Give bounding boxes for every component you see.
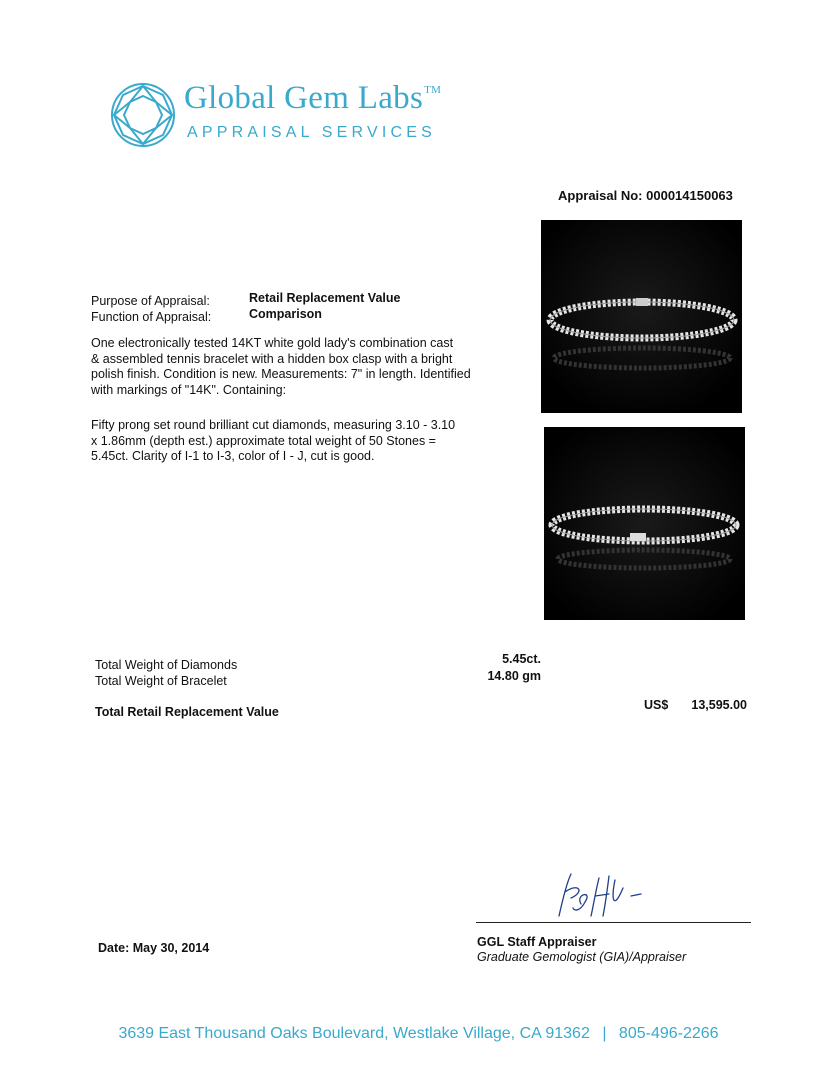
appraisal-date: Date: May 30, 2014 (98, 941, 210, 955)
appraiser-name: GGL Staff Appraiser (477, 935, 597, 949)
footer-contact (0, 1025, 837, 1043)
footer-address: 3639 East Thousand Oaks Boulevard, Westlake Village, CA 91362 (118, 1025, 590, 1042)
currency-label: US$ (644, 698, 669, 712)
function-value: Comparison (249, 307, 322, 321)
stones-line: Fifty prong set round brilliant cut diamonds, measuring 3.10 - 3.10 (91, 418, 456, 432)
description-line: & assembled tennis bracelet with a hidden box clasp with a bright (91, 351, 453, 366)
retail-value-label: Total Retail Replacement Value (95, 705, 279, 719)
appraisal-number: Appraisal No: 000014150063 (558, 188, 733, 203)
bracelet-photo-top (541, 220, 742, 413)
diamonds-weight-value: 5.45ct. (502, 652, 541, 666)
stones-line: x 1.86mm (depth est.) approximate total weight of 50 Stones = (91, 433, 436, 448)
retail-value-amount: 13,595.00 (691, 698, 747, 712)
item-description (91, 336, 511, 398)
bracelet-weight-label: Total Weight of Bracelet (95, 674, 227, 688)
description-line: with markings of "14K". Containing: (91, 382, 287, 397)
bracelet-top-image (541, 220, 742, 413)
appraiser-title: Graduate Gemologist (GIA)/Appraiser (477, 950, 687, 964)
bracelet-bottom-image (544, 427, 745, 620)
trademark-mark: TM (424, 84, 442, 96)
bracelet-photo-bottom (544, 427, 745, 620)
purpose-label: Purpose of Appraisal: (91, 294, 210, 308)
brand-name-text: Global Gem Labs (184, 80, 424, 116)
brand-name (184, 80, 441, 117)
description-line: One electronically tested 14KT white gold lady's combination cast (91, 336, 454, 350)
purpose-value: Retail Replacement Value (249, 291, 401, 305)
footer-separator: | (602, 1025, 607, 1042)
description-line: polish finish. Condition is new. Measurements: 7" in length. Identified (91, 367, 471, 381)
signature-line (476, 922, 751, 923)
diamond-outline-icon (110, 82, 176, 148)
stones-line: 5.45ct. Clarity of I-1 to I-3, color of I - J, cut is good. (91, 449, 375, 463)
bracelet-weight-value: 14.80 gm (487, 669, 541, 683)
diamonds-weight-label: Total Weight of Diamonds (95, 658, 238, 672)
brand-subtitle: APPRAISAL SERVICES (187, 124, 437, 141)
function-label: Function of Appraisal: (91, 310, 212, 324)
footer-phone: 805-496-2266 (618, 1025, 719, 1042)
stones-description (91, 418, 511, 465)
appraiser-signature (545, 868, 655, 924)
